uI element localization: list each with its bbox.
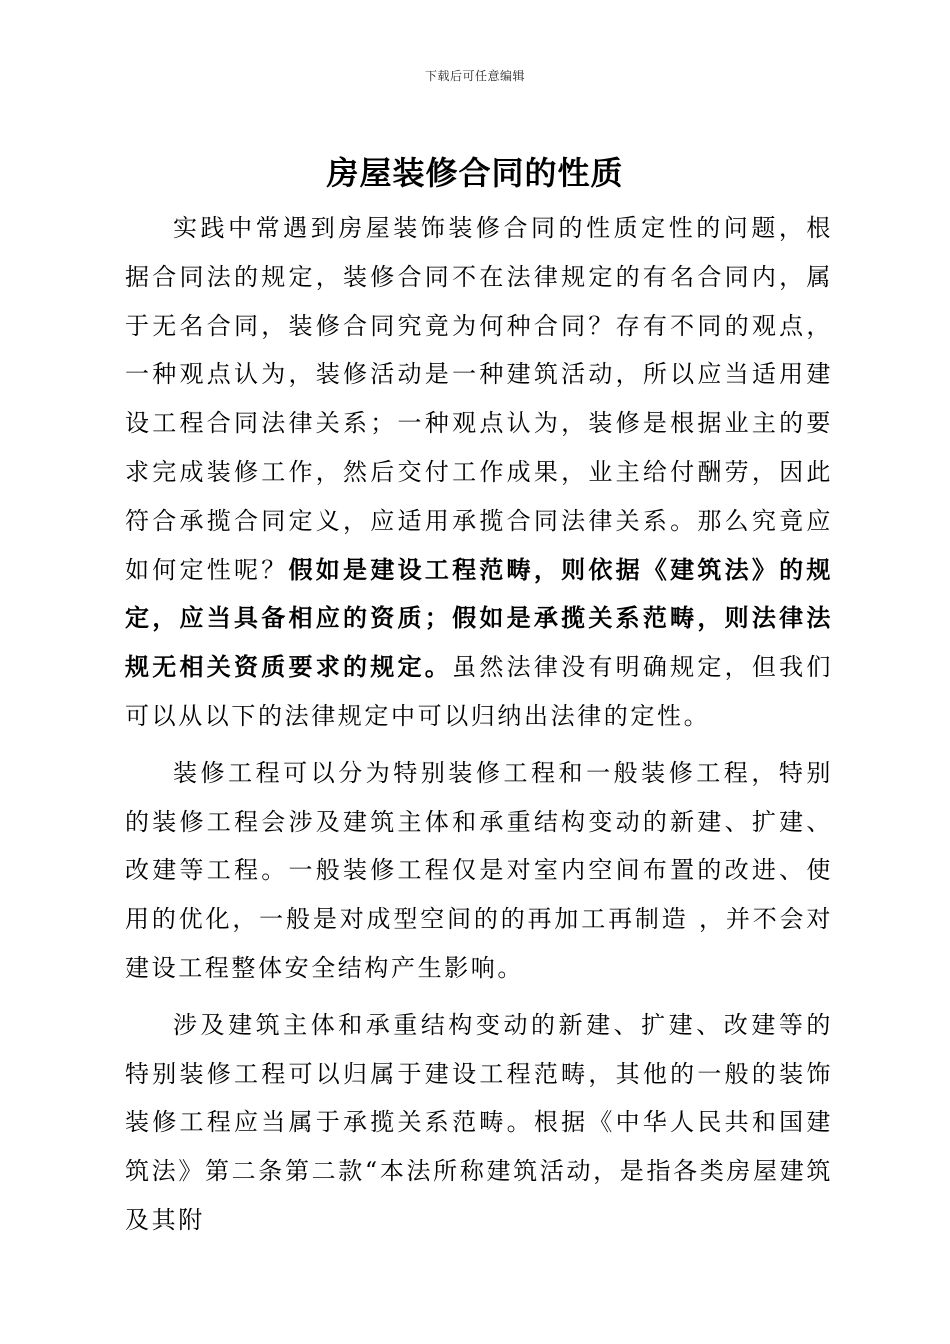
paragraph-1-tail: 虽然法律没有明确规定，但我们可以从以下的法律规定中可以归纳出法律的定性。 — [125, 653, 834, 730]
paragraph-3: 涉及建筑主体和承重结构变动的新建、扩建、改建等的特别装修工程可以归属于建设工程范畴，其他的一般的装饰装修工程应当属于承揽关系范畴。根据《中华人民共和国建筑法》第二条第二款“本法所称建筑活动，是指各类房屋建筑及其附 — [125, 1010, 833, 1234]
paragraph-2: 装修工程可以分为特别装修工程和一般装修工程，特别的装修工程会涉及建筑主体和承重结构变动的新建、扩建、改建等工程。一般装修工程仅是对室内空间布置的改进、使用的优化，一般是对成型空间的的再加工再制造 ，并不会对建设工程整体安全结构产生影响。 — [125, 758, 833, 982]
document-title: 房屋装修合同的性质 — [326, 154, 624, 192]
header-note: 下载后可任意编辑 — [424, 69, 525, 83]
document-body — [125, 204, 833, 1245]
paragraph-1-lead: 实践中常遇到房屋装饰装修合同的性质定性的问题，根据合同法的规定，装修合同不在法律规定的有名合同内，属于无名合同，装修合同究竟为何种合同？存有不同的观点，一种观点认为，装修活动是一种建筑活动，所以应当适用建设工程合同法律关系；一种观点认为，装修是根据业主的要求完成装修工作，然后交付工作成果，业主给付酬劳，因此符合承揽合同定义，应适用承揽合同法律关系。那么究竟应如何定性呢？ — [125, 214, 833, 584]
paragraph-1 — [125, 204, 833, 741]
paragraph-1-bold-emphasis: 假如是建设工程范畴，则依据《建筑法》的规定，应当具备相应的资质；假如是承揽关系范畴，则法律法规无相关资质要求的规定。 — [125, 555, 834, 682]
